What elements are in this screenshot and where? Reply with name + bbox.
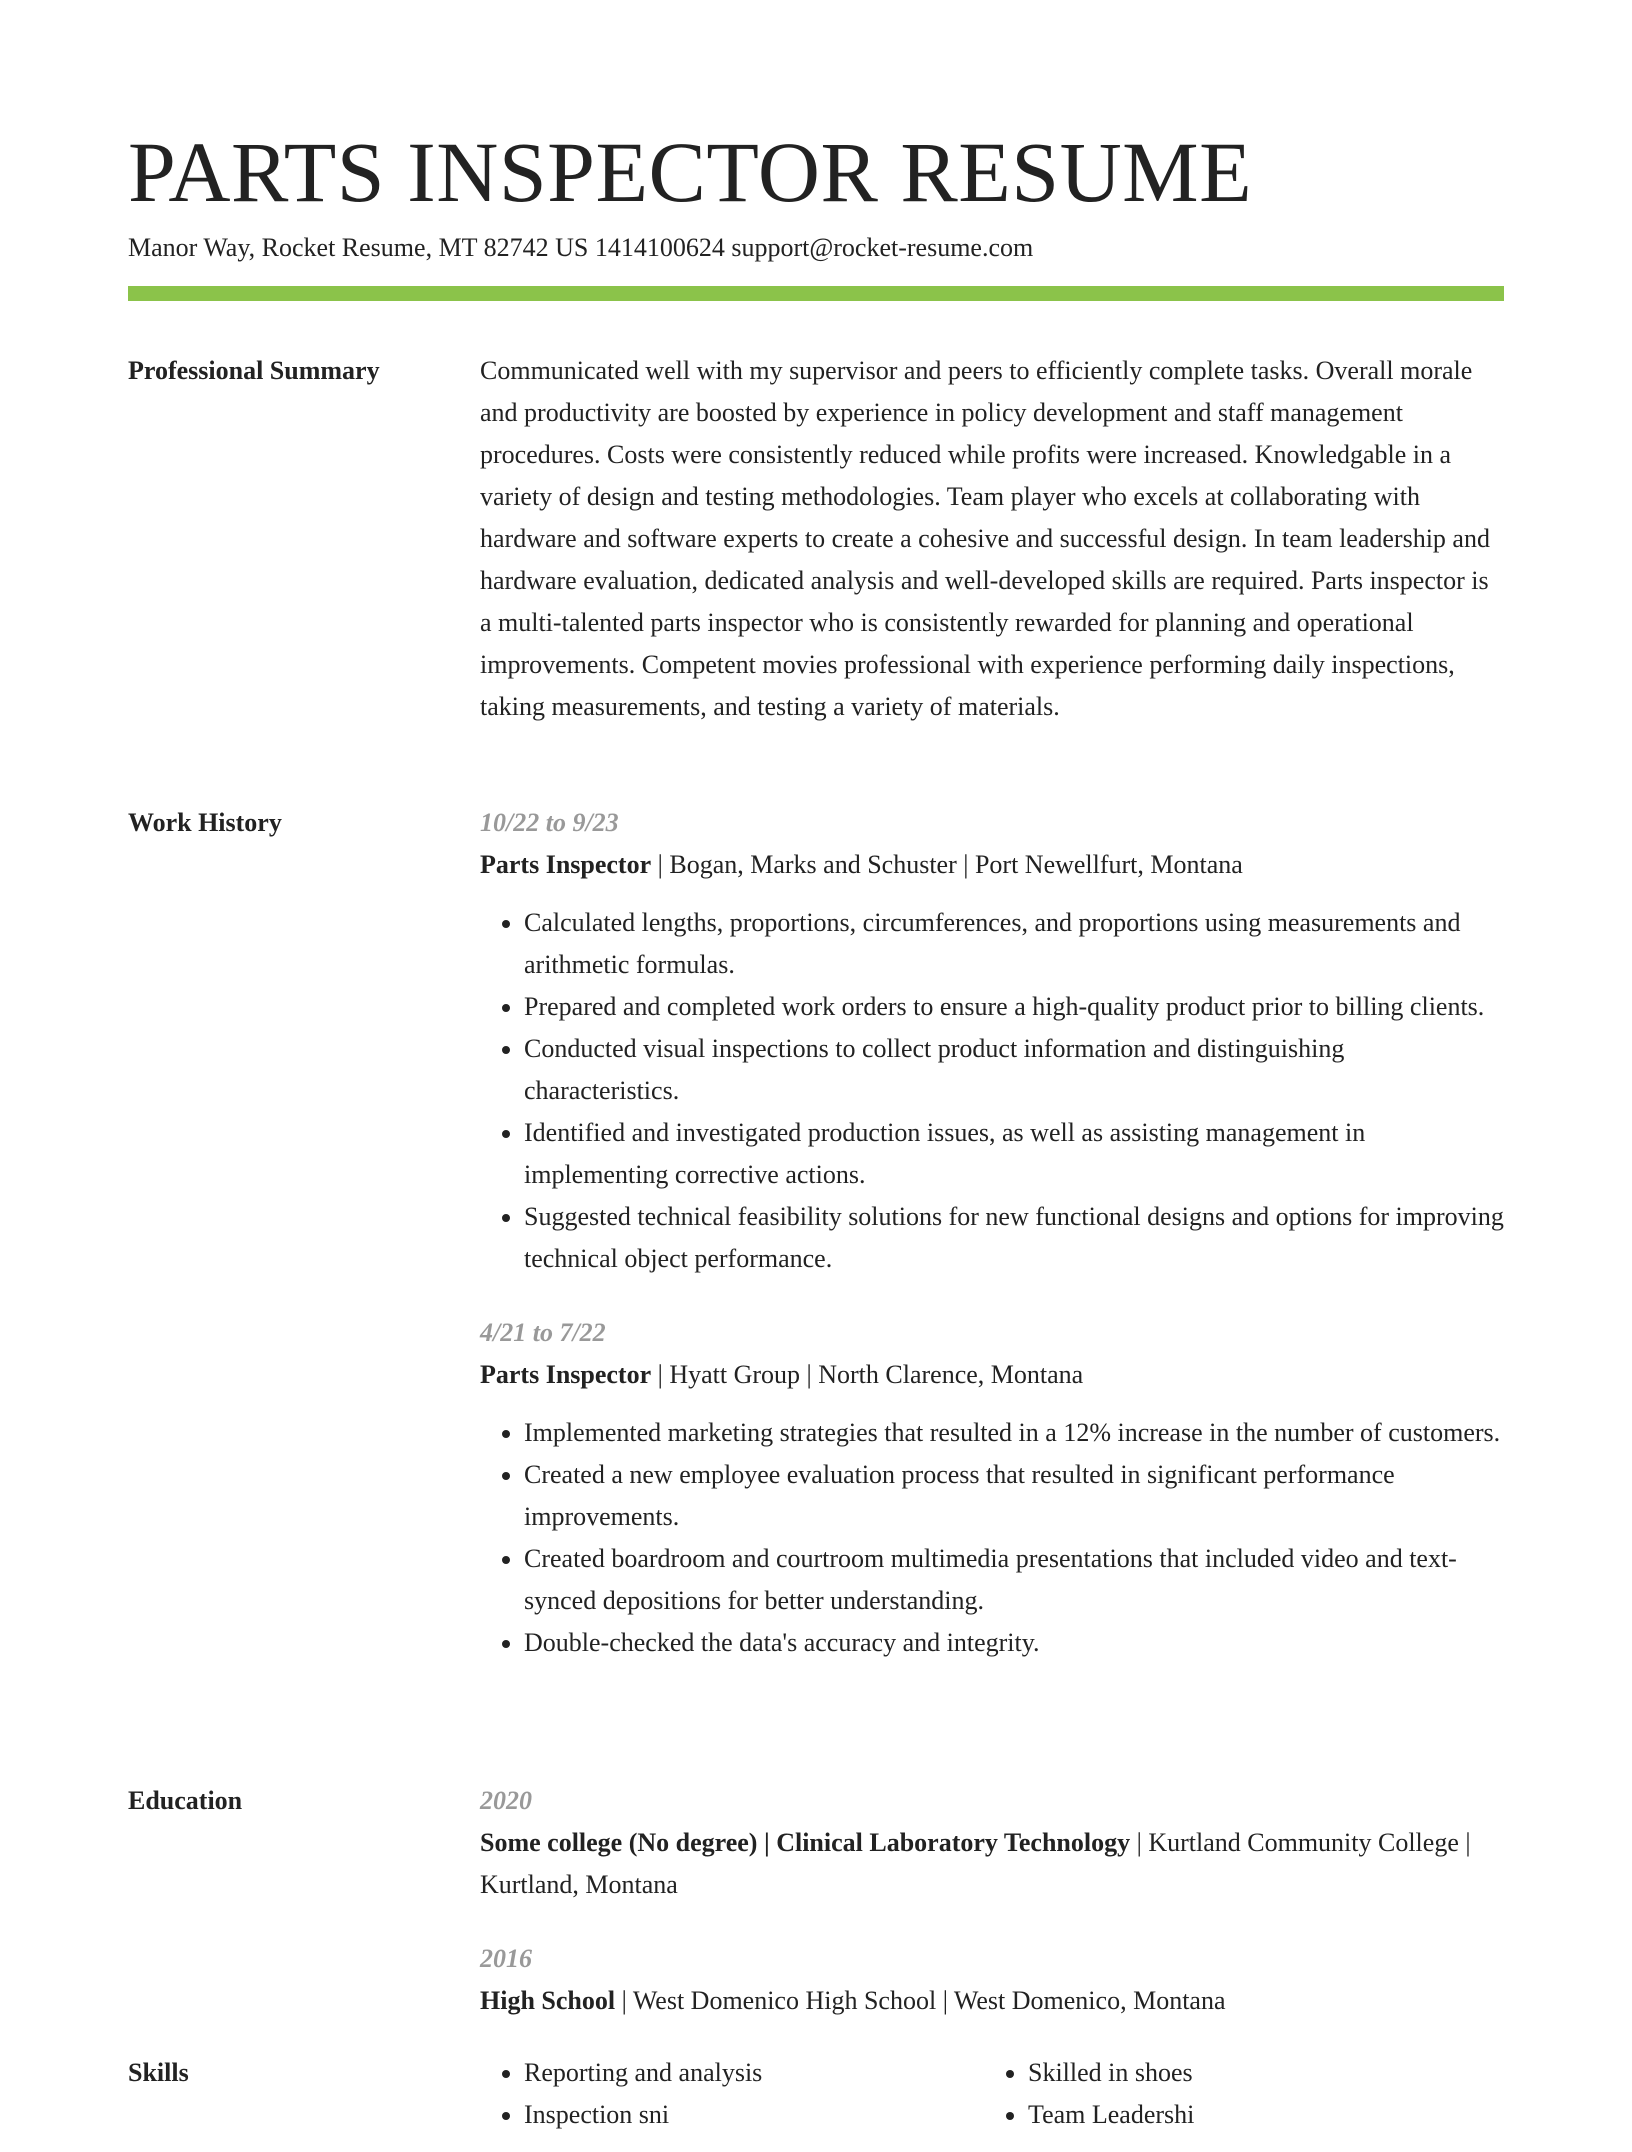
- skills-list-left: [480, 2052, 984, 2136]
- resume-title: PARTS INSPECTOR RESUME: [128, 124, 1253, 220]
- education-entry: [480, 1780, 1504, 1906]
- job-dates: 4/21 to 7/22: [480, 1318, 606, 1347]
- work-history-body: [480, 802, 1504, 1664]
- education-year: 2016: [480, 1944, 532, 1973]
- job-bullet: • Suggested technical feasibility solutions for new functional designs and options for improving technical object performance.: [524, 1196, 1504, 1280]
- skills-list-right: [984, 2052, 1488, 2136]
- job-bullet: • Implemented marketing strategies that resulted in a 12% increase in the number of customers.: [524, 1412, 1504, 1454]
- skills-columns: [480, 2052, 1504, 2152]
- education-school-location: | Kurtland Community College | Kurtland, Montana: [480, 1828, 1471, 1899]
- job-bullet: • Double-checked the data's accuracy and integrity.: [524, 1622, 1504, 1664]
- job-title: Parts Inspector: [480, 1360, 652, 1389]
- job-bullet: • Prepared and completed work orders to ensure a high-quality product prior to billing clients.: [524, 986, 1504, 1028]
- job-entry: [480, 802, 1504, 1280]
- education-school-location: | West Domenico High School | West Domenico, Montana: [615, 1986, 1226, 2015]
- summary-body: [480, 350, 1504, 728]
- job-bullet: • Conducted visual inspections to collect product information and distinguishing characteristics.: [524, 1028, 1504, 1112]
- job-bullet: • Calculated lengths, proportions, circumferences, and proportions using measurements and arithmetic formulas.: [524, 902, 1504, 986]
- section-label-summary: Professional Summary: [128, 356, 380, 385]
- section-label-work-history: Work History: [128, 808, 282, 837]
- job-employer-location: | Bogan, Marks and Schuster | Port Newellfurt, Montana: [651, 850, 1243, 879]
- job-employer-location: | Hyatt Group | North Clarence, Montana: [651, 1360, 1084, 1389]
- job-heading: [480, 844, 1504, 886]
- job-title: Parts Inspector: [480, 850, 652, 879]
- accent-divider: [128, 286, 1504, 301]
- skill-item: • Inspection sni: [524, 2094, 984, 2136]
- contact-line: Manor Way, Rocket Resume, MT 82742 US 1414100624 support@rocket-resume.com: [128, 233, 1034, 262]
- section-label-skills: Skills: [128, 2058, 189, 2087]
- education-degree: Some college (No degree) | Clinical Laboratory Technology: [480, 1828, 1131, 1857]
- section-label-education: Education: [128, 1786, 243, 1815]
- education-heading: [480, 1980, 1504, 2022]
- job-bullets: [480, 1412, 1504, 1664]
- skills-body: [480, 2052, 1504, 2152]
- job-bullet: • Created a new employee evaluation process that resulted in significant performance improvements.: [524, 1454, 1504, 1538]
- job-bullets: [480, 902, 1504, 1280]
- skill-item: • Team Leadershi: [1028, 2094, 1488, 2136]
- education-degree: High School: [480, 1986, 616, 2015]
- skill-item: • Reporting and analysis: [524, 2052, 984, 2094]
- job-dates: 10/22 to 9/23: [480, 808, 619, 837]
- job-bullet: • Identified and investigated production issues, as well as assisting management in implementing corrective actions.: [524, 1112, 1504, 1196]
- education-entry: [480, 1938, 1504, 2022]
- education-heading: [480, 1822, 1504, 1906]
- summary-text: Communicated well with my supervisor and peers to efficiently complete tasks. Overall morale and productivity are boosted by experience in policy development and staff management procedures. Costs were consistently reduced while profits were increased. Knowledgable in a variety of design and testing methodologies. Team player who excels at collaborating with hardware and software experts to create a cohesive and successful design. In team leadership and hardware evaluation, dedicated analysis and well-developed skills are required. Parts inspector is a multi-talented parts inspector who is consistently rewarded for planning and operational improvements. Competent movies professional with experience performing daily inspections, taking measurements, and testing a variety of materials.: [480, 356, 1490, 721]
- job-entry: [480, 1312, 1504, 1664]
- education-year: 2020: [480, 1786, 532, 1815]
- job-heading: [480, 1354, 1504, 1396]
- job-bullet: • Created boardroom and courtroom multimedia presentations that included video and text-synced depositions for better understanding.: [524, 1538, 1504, 1622]
- skill-item: • Skilled in shoes: [1028, 2052, 1488, 2094]
- education-body: [480, 1780, 1504, 2022]
